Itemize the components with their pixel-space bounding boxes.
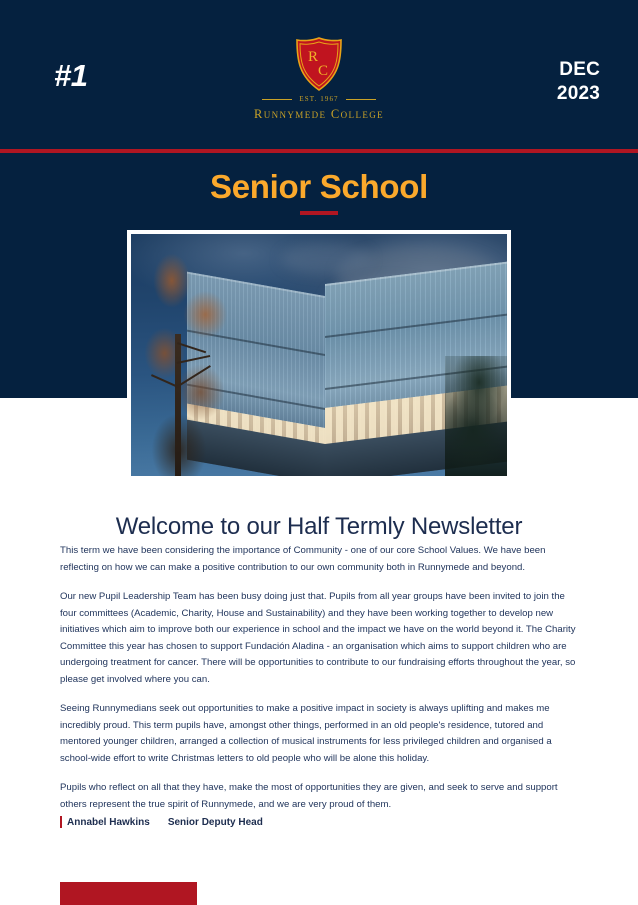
- signature-accent-bar: [60, 816, 62, 828]
- svg-text:R: R: [307, 49, 319, 65]
- established-text: EST. 1967: [299, 95, 339, 103]
- signature-name: Annabel Hawkins: [67, 816, 150, 828]
- cloud: [281, 244, 371, 274]
- body-copy: [60, 543, 578, 816]
- tree-foreground-right: [445, 356, 507, 476]
- paragraph: This term we have been considering the importance of Community - one of our core School Values. We have been reflecting on how we can make a positive contribution to our own community both in Runnymede and beyond.: [60, 545, 546, 573]
- issue-number: #1: [54, 58, 88, 93]
- section-title-underline: [300, 211, 338, 215]
- crest-shield-icon: [290, 36, 348, 92]
- paragraph: Our new Pupil Leadership Team has been busy doing just that. Pupils from all year groups have been invited to join the four committees (Academic, Charity, House and Sustainability) and they have been working together to develop new initiatives which aim to improve both our experience in school and the impact we have on the world beyond it. The Charity Committee this year has chosen to support Fundación Aladina - an organisation which aims to support children who are undergoing treatment for cancer. There will be opportunities to contribute to our fundraising efforts throughout the year, so please get involved where you can.: [60, 591, 576, 685]
- issue-date: [557, 58, 600, 106]
- welcome-heading: Welcome to our Half Termly Newsletter: [115, 513, 523, 541]
- college-name: Runnymede College: [253, 107, 385, 121]
- hero-building-photo: [131, 234, 507, 476]
- svg-text:C: C: [317, 63, 329, 79]
- issue-month: DEC: [559, 59, 600, 80]
- est-rule-left: [262, 99, 292, 100]
- footer-red-block: [60, 882, 197, 905]
- signature-role: Senior Deputy Head: [167, 816, 263, 828]
- est-rule-right: [346, 99, 376, 100]
- school-logo: [219, 36, 419, 122]
- section-title: Senior School: [210, 168, 428, 205]
- hero-image-frame: [127, 230, 511, 480]
- tree-trunk: [175, 334, 181, 476]
- paragraph: Seeing Runnymedians seek out opportunities to make a positive impact in society is always uplifting and makes me incredibly proud. This term pupils have, amongst other things, performed in an old people's residence, tutored and mentored younger children, arranged a collection of musical instruments for less privileged children and organised a school-wide effort to write Christmas letters to old people who will be alone this holiday.: [60, 703, 552, 764]
- issue-year: 2023: [556, 82, 600, 104]
- masthead-top-row: [0, 0, 638, 149]
- signature-line: [60, 816, 263, 828]
- tree-foreground-left: [131, 242, 251, 476]
- masthead-divider-rule: [0, 149, 638, 153]
- established-row: [219, 95, 419, 103]
- paragraph: Pupils who reflect on all that they have, make the most of opportunities they are given, and seek to serve and support others represent the true spirit of Runnymede, and we are very proud of them.: [60, 782, 558, 810]
